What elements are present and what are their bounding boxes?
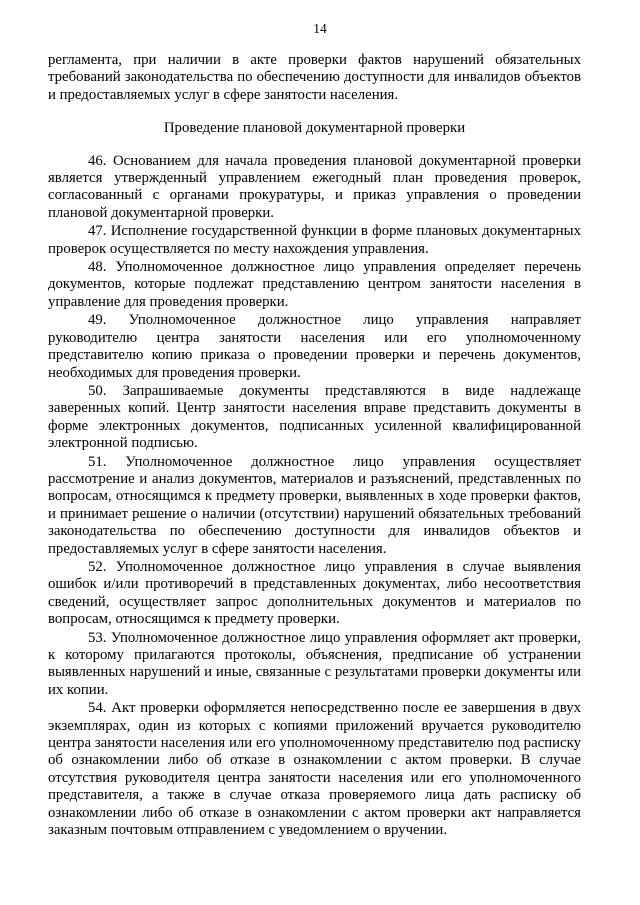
paragraph-54: 54. Акт проверки оформляется непосредственно после ее завершения в двух экземплярах, один из которых с копиями приложений вручается руководителю центра занятости населения или его уполномоченному представителю под расписку об ознакомлении либо об отказе в ознакомлении с актом проверки. В случае отсутствия руководителя центра занятости населения или его уполномоченного представителя, а также в случае отказа проверяемого лица дать расписку об ознакомлении либо об отказе в ознакомлении с актом проверки акт направляется заказным почтовым отправлением с уведомлением о вручении. (48, 700, 581, 839)
paragraph-48: 48. Уполномоченное должностное лицо управления определяет перечень документов, которые подлежат представлению центром занятости населения в управление для проведения проверки. (48, 259, 581, 310)
intro-paragraph: регламента, при наличии в акте проверки фактов нарушений обязательных требований законодательства по обеспечению доступности для инвалидов объектов и предоставляемых услуг в сфере занятости населения. (48, 52, 581, 103)
paragraph-52: 52. Уполномоченное должностное лицо управления в случае выявления ошибок и/или противоречий в представленных документах, либо несоответствия сведений, осуществляет запрос дополнительных документов и материалов по вопросам, относящимся к предмету проверки. (48, 558, 581, 628)
paragraph-50: 50. Запрашиваемые документы представляются в виде надлежаще заверенных копий. Центр занятости населения вправе представить документы в форме электронных документов, подписанных усиленной квалифицированной электронной подписью. (48, 382, 581, 452)
paragraph-47: 47. Исполнение государственной функции в форме плановых документарных проверок осуществляется по месту нахождения управления. (48, 223, 581, 257)
paragraph-49: 49. Уполномоченное должностное лицо управления направляет руководителю центра занятости населения или его уполномоченному представителю копию приказа о проведении проверки и перечень документов, необходимых для проведения проверки. (48, 312, 581, 381)
paragraph-53: 53. Уполномоченное должностное лицо управления оформляет акт проверки, к которому прилагаются протоколы, объяснения, предписание об устранении выявленных нарушений и иные, связанные с результатами проверки документы или их копии. (48, 629, 581, 698)
paragraph-51: 51. Уполномоченное должностное лицо управления осуществляет рассмотрение и анализ документов, материалов и разъяснений, представленных по вопросам, относящимся к предмету проверки, выявленных в ходе проверки фактов, и принимает решение о наличии (отсутствии) нарушений обязательных требований законодательства по обеспечению доступности для инвалидов объектов и предоставляемых услуг в сфере занятости населения. (48, 453, 581, 557)
paragraph-46: 46. Основанием для начала проведения плановой документарной проверки является утвержденный управлением ежегодный план проведения проверок, согласованный с органами прокуратуры, и приказ управления о проведении плановой документарной проверки. (48, 152, 581, 221)
document-body (48, 52, 581, 839)
section-heading: Проведение плановой документарной проверки (163, 120, 466, 137)
page-number: 14 (313, 21, 327, 36)
